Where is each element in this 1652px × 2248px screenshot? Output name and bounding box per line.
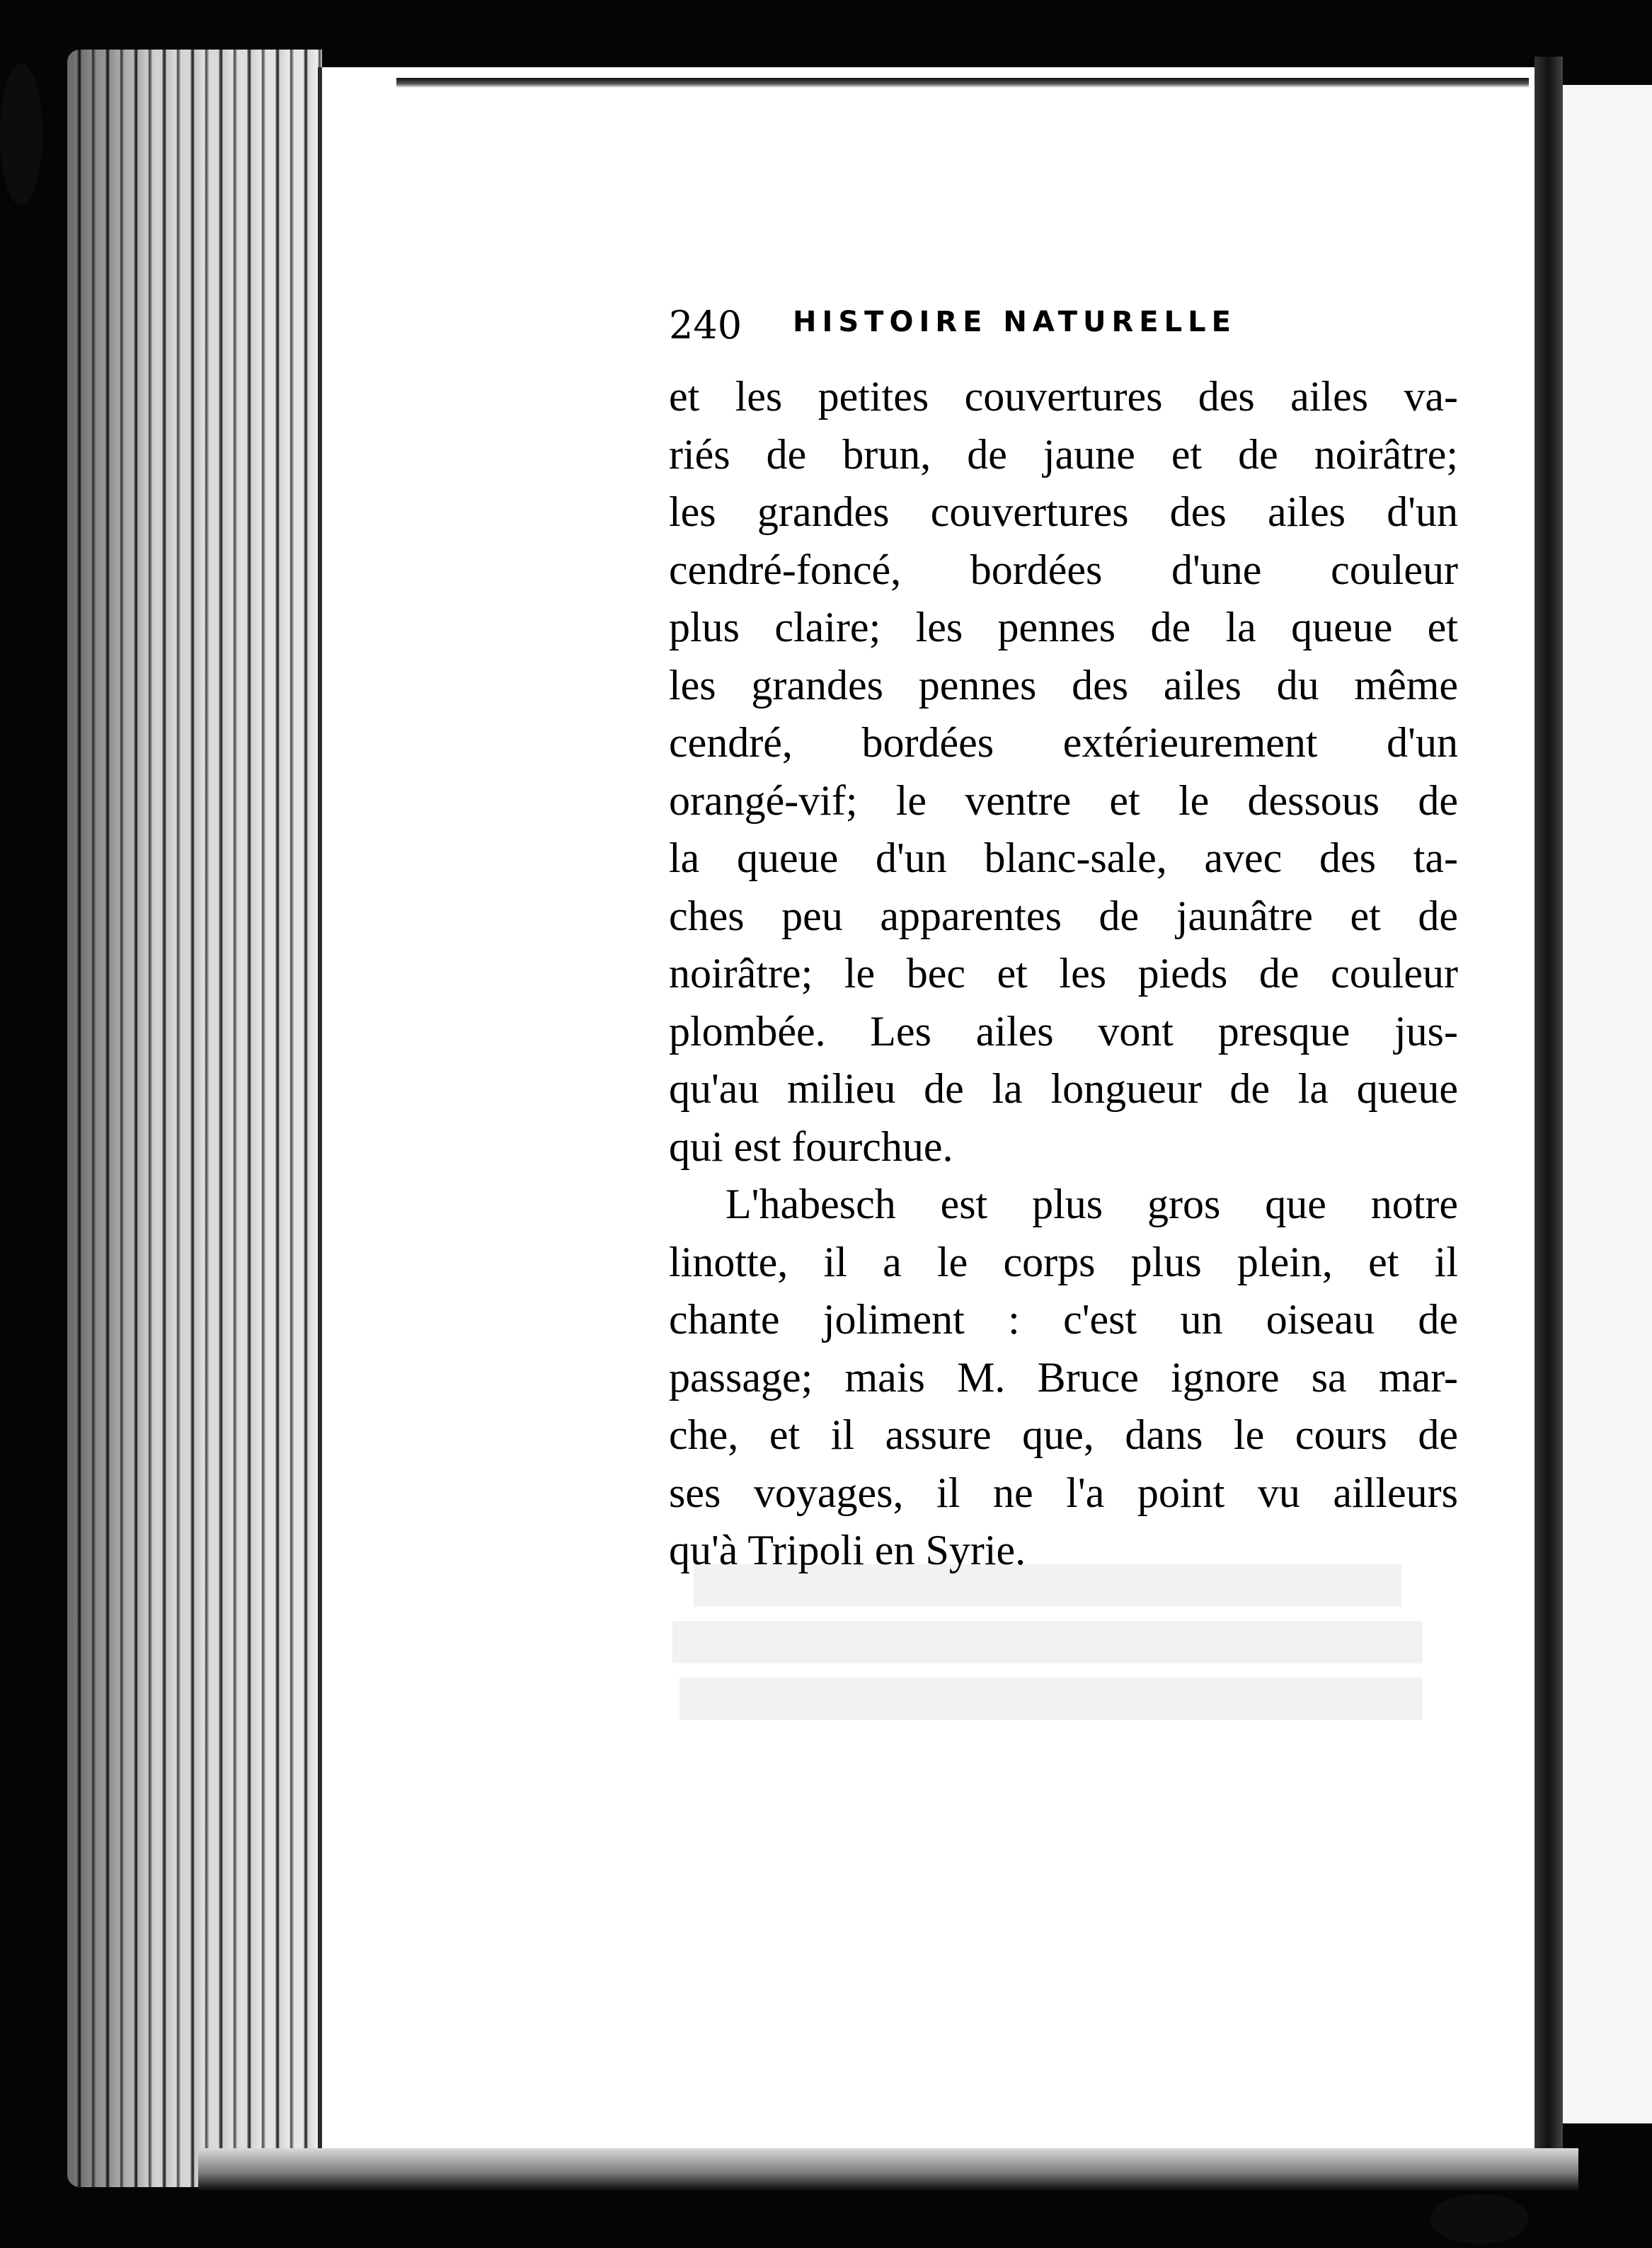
text-line: cendré-foncé, bordées d'une couleur — [669, 546, 1458, 593]
text-line: linotte, il a le corps plus plein, et il — [669, 1238, 1458, 1285]
text-line: qu'à Tripoli en Syrie. — [669, 1527, 1026, 1573]
text-line: les grandes pennes des ailes du même — [669, 661, 1458, 709]
scan-blot — [0, 64, 42, 205]
show-through-shading — [679, 1678, 1423, 1720]
running-title: HISTOIRE NATURELLE — [793, 306, 1237, 338]
text-line: les grandes couvertures des ailes d'un — [669, 488, 1458, 535]
page-edges-shadow — [67, 50, 322, 2187]
text-line: qu'au milieu de la longueur de la queue — [669, 1065, 1458, 1112]
text-line: plus claire; les pennes de la queue et — [669, 604, 1458, 650]
text-line: che, et il assure que, dans le cours de — [669, 1411, 1458, 1458]
scan-blot — [1430, 2194, 1529, 2244]
paragraph — [669, 368, 1458, 1176]
facing-page-edge — [1563, 85, 1652, 2123]
text-line: ses voyages, il ne l'a point vu ailleurs — [669, 1469, 1458, 1516]
text-line: passage; mais M. Bruce ignore sa mar- — [669, 1353, 1458, 1401]
text-line: et les petites couvertures des ailes va- — [669, 373, 1458, 420]
page-bottom-edge — [198, 2148, 1578, 2191]
book-gutter — [1535, 57, 1563, 2152]
text-line: qui est fourchue. — [669, 1123, 953, 1170]
text-line: la queue d'un blanc-sale, avec des ta- — [669, 835, 1458, 881]
text-line: noirâtre; le bec et les pieds de couleur — [669, 950, 1458, 997]
text-line: riés de brun, de jaune et de noirâtre; — [669, 430, 1458, 478]
show-through-shading — [672, 1621, 1423, 1663]
text-line: L'habesch est plus gros que notre — [725, 1181, 1458, 1227]
text-line: orangé-vif; le ventre et le dessous de — [669, 776, 1458, 824]
text-line: chante joliment : c'est un oiseau de — [669, 1296, 1458, 1343]
text-line: plombée. Les ailes vont presque jus- — [669, 1007, 1458, 1055]
page-number: 240 — [669, 303, 742, 348]
page-header — [669, 303, 1433, 352]
paragraph — [669, 1176, 1458, 1580]
body-text — [669, 368, 1458, 1580]
text-line: cendré, bordées extérieurement d'un — [669, 719, 1458, 766]
page-top-edge — [396, 78, 1529, 88]
text-line: ches peu apparentes de jaunâtre et de — [669, 892, 1458, 939]
